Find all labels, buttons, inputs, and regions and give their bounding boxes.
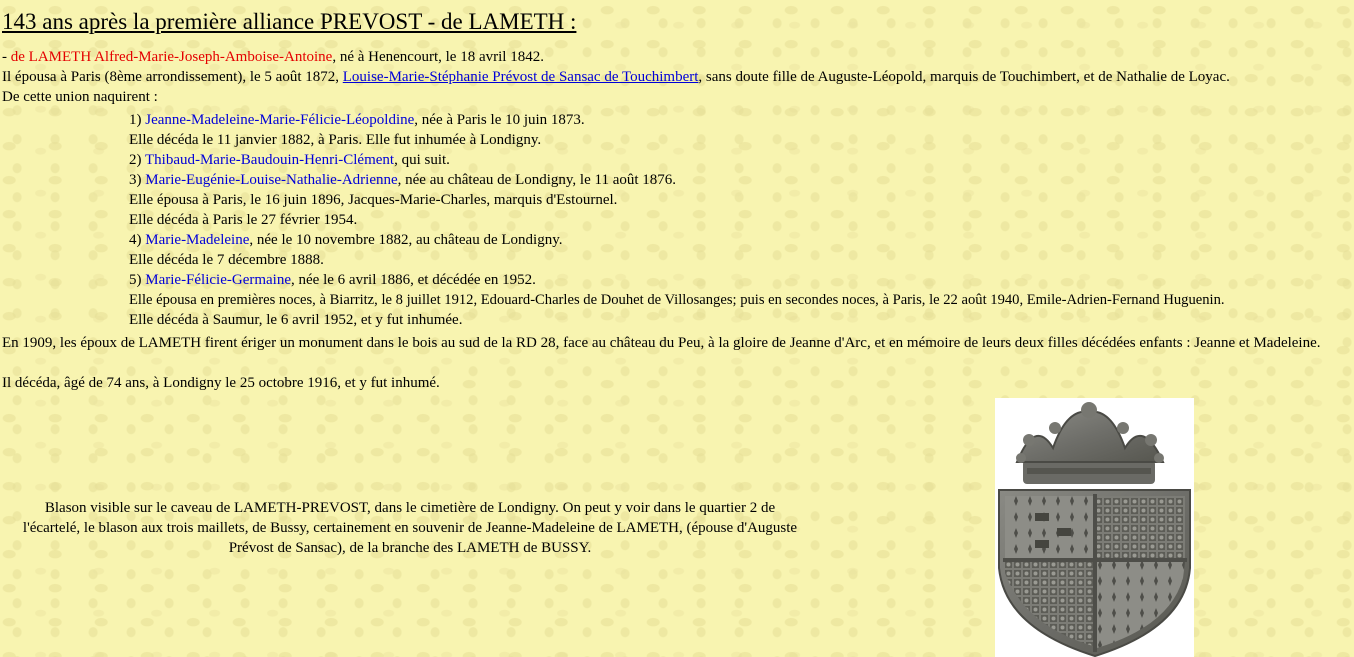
child-number: 4) <box>129 232 146 248</box>
child-entry <box>129 150 450 170</box>
marriage-before: Il épousa à Paris (8ème arrondissement), le 5 août 1872, <box>2 69 343 85</box>
marriage-line <box>2 67 1230 87</box>
person-prefix: - <box>2 49 11 65</box>
child-name: Marie-Eugénie-Louise-Nathalie-Adrienne <box>145 172 398 188</box>
child-number: 3) <box>129 172 146 188</box>
child-entry <box>129 270 536 290</box>
child-name: Thibaud-Marie-Baudouin-Henri-Clément <box>144 152 395 168</box>
marriage-after: , sans doute fille de Auguste-Léopold, marquis de Touchimbert, et de Nathalie de Loyac. <box>698 69 1230 85</box>
child-details: , née le 10 novembre 1882, au château de Londigny. <box>249 232 563 248</box>
person-name: de LAMETH Alfred-Marie-Joseph-Amboise-Antoine <box>10 49 333 65</box>
child-note: Elle décéda le 11 janvier 1882, à Paris. Elle fut inhumée à Londigny. <box>129 132 542 148</box>
child-details: , qui suit. <box>394 152 450 168</box>
person-line <box>2 47 544 67</box>
child-entry <box>129 230 562 250</box>
child-number: 2) <box>129 152 145 168</box>
child-note: Elle décéda le 7 décembre 1888. <box>129 252 324 268</box>
child-details: , née le 6 avril 1886, et décédée en 1952. <box>291 272 536 288</box>
child-name: Marie-Madeleine <box>145 232 250 248</box>
union-intro: De cette union naquirent : <box>2 89 158 105</box>
child-note: Elle décéda à Saumur, le 6 avril 1952, et y fut inhumée. <box>129 312 463 328</box>
child-entry <box>129 170 676 190</box>
child-details: , née à Paris le 10 juin 1873. <box>414 112 585 128</box>
blason-caption: Blason visible sur le caveau de LAMETH-PREVOST, dans le cimetière de Londigny. On peut y voir dans le quartier 2 de l'écartelé, le blason aux trois maillets, de Bussy, certainement en souvenir de Jeanne-Madeleine de LAMETH, (épouse d'Auguste Prévost de Sansac), de la branche des LAMETH de BUSSY. <box>22 500 798 556</box>
monument-paragraph: En 1909, les époux de LAMETH firent ériger un monument dans le bois au sud de la RD 28, face au château du Peu, à la gloire de Jeanne d'Arc, et en mémoire de leurs deux filles décédées enfants : Jeanne et Madeleine. <box>2 335 1321 351</box>
spouse-link[interactable]: Louise-Marie-Stéphanie Prévost de Sansac de Touchimbert <box>342 69 699 85</box>
child-details: , née au château de Londigny, le 11 août 1876. <box>397 172 677 188</box>
page-title: 143 ans après la première alliance PREVOST - de LAMETH : <box>2 9 577 34</box>
child-note: Elle décéda à Paris le 27 février 1954. <box>129 212 358 228</box>
death-paragraph: Il décéda, âgé de 74 ans, à Londigny le 25 octobre 1916, et y fut inhumé. <box>2 375 440 391</box>
child-note: Elle épousa en premières noces, à Biarritz, le 8 juillet 1912, Edouard-Charles de Douhet de Villosanges; puis en secondes noces, à Paris, le 22 août 1940, Emile-Adrien-Fernand Huguenin. <box>129 292 1225 308</box>
child-note: Elle épousa à Paris, le 16 juin 1896, Jacques-Marie-Charles, marquis d'Estournel. <box>129 192 618 208</box>
child-name: Marie-Félicie-Germaine <box>145 272 292 288</box>
coat-of-arms-icon <box>995 398 1194 657</box>
child-name: Jeanne-Madeleine-Marie-Félicie-Léopoldine <box>145 112 415 128</box>
child-number: 1) <box>129 112 146 128</box>
child-entry <box>129 110 585 130</box>
person-birth: , né à Henencourt, le 18 avril 1842. <box>332 49 544 65</box>
coat-of-arms-image <box>995 398 1194 657</box>
child-number: 5) <box>129 272 146 288</box>
